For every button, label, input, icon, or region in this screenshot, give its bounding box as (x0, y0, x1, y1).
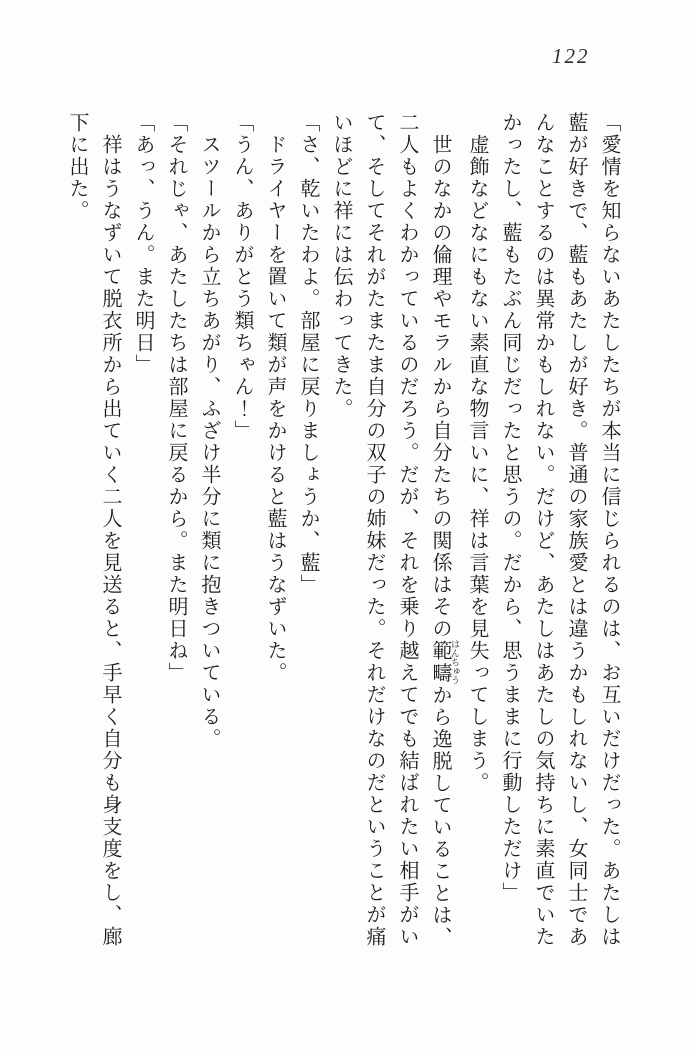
text-line: んなことするのは異常かもしれない。だけど、あたしはあたしの気持ちに素直でいた (532, 112, 554, 948)
text-line: 「愛情を知らないあたしたちが本当に信じられるのは、お互いだけだった。あたしは (598, 112, 620, 948)
text-line: いほどに祥には伝わってきた。 (330, 112, 352, 420)
vertical-text-block (60, 112, 625, 964)
ruby-post-text: から逸脱していることは、 (429, 684, 451, 949)
text-line: て、そしてそれがたまたま自分の双子の姉妹だった。それだけなのだということが痛 (363, 112, 385, 948)
page-number: 122 (552, 44, 590, 68)
text-line: 二人もよくわかっているのだろう。だが、それを乗り越えてでも結ばれたい相手がい (396, 112, 418, 948)
text-line: ドライヤーを置いて類が声をかけると藍はうなずいた。 (264, 112, 286, 684)
ruby-pre-text: 世のなかの倫理やモラルから自分たちの関係はその (429, 112, 451, 640)
text-line: 「それじゃ、あたしたちは部屋に戻るから。また明日ね」 (165, 112, 187, 684)
text-line: かったし、藍もたぶん同じだったと思うの。だから、思うままに行動しただけ」 (499, 112, 521, 904)
text-line: スツールから立ちあがり、ふざけ半分に類に抱きついている。 (198, 112, 220, 750)
text-line: 藍が好きで、藍もあたしが好き。普通の家族愛とは違うかもしれないし、女同士であ (565, 112, 587, 948)
ruby-base: 範疇 (429, 639, 451, 685)
text-line: 「うん、ありがとう類ちゃん！」 (231, 112, 253, 442)
text-line: 「あっ、うん。また明日」 (132, 112, 154, 376)
text-line: 「さ、乾いたわよ。部屋に戻りましょうか、藍」 (297, 112, 319, 596)
text-line: 虚飾などなにもない素直な物言いに、祥は言葉を見失ってしまう。 (466, 112, 488, 794)
furigana: はんちゅう (450, 639, 460, 685)
text-line-with-ruby (423, 112, 460, 964)
text-line: 祥はうなずいて脱衣所から出ていく二人を見送ると、手早く自分も身支度をし、廊 (99, 112, 121, 948)
ruby-annotation (429, 639, 460, 685)
text-line: 下に出た。 (66, 112, 88, 222)
